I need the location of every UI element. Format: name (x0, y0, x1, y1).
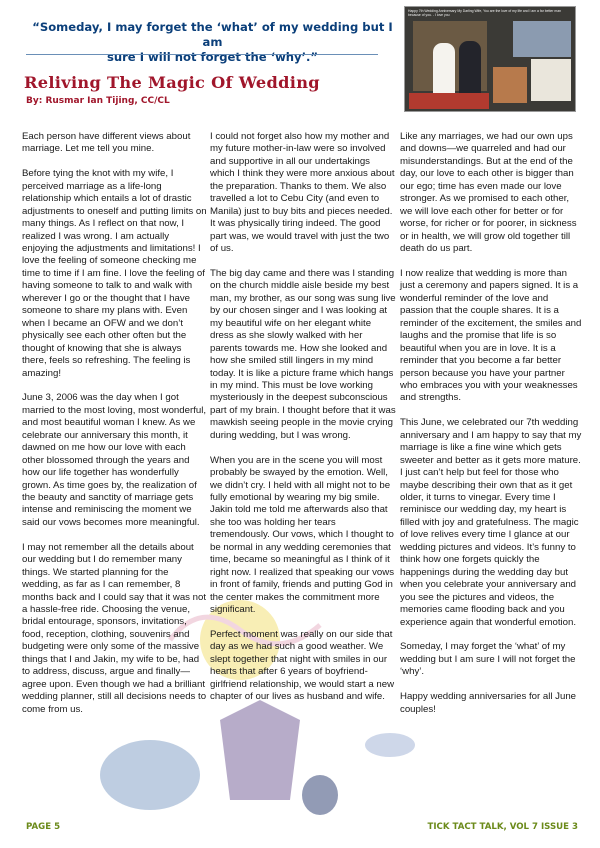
bride-photo (531, 59, 571, 101)
pull-quote (30, 20, 395, 65)
cartoon-figure-shape (100, 740, 200, 810)
text-column-2 (210, 131, 396, 716)
article-title: Reliving The Magic Of Wedding (24, 73, 320, 92)
article-byline: By: Rusmar Ian Tijing, CC/CL (26, 96, 170, 106)
photo-caption: Happy 7th Wedding Anniversary My Darling Wife, You are the love of my life and I am a far better man because of you. - I love you (408, 9, 561, 17)
bouquet-photo (409, 93, 489, 109)
paragraph: Before tying the knot with my wife, I perceived marriage as a life-long relationship which entails a lot of drastic adjustments to oneself and putting limits on many things. As I reflect on that now, I realized I was wrong. I am actually enjoying the adjustments and limitations! I love the feeling of someone checking me time to time if I am fine. I love the feeling of having someone to talk to and walk with wherever I go or the thought that I have someone to share my plans with. Even when I became an OFW and we don’t physically see each other often but the thought of knowing that she is always there, feels so refreshing. The feeling is amazing! (22, 168, 207, 379)
text-column-3 (400, 131, 582, 728)
groom-figure (459, 41, 481, 97)
pull-quote-line-1: “Someday, I may forget the ‘what’ of my wedding but I am (32, 20, 393, 49)
couple-photo (413, 21, 487, 91)
penguin-shape (302, 775, 338, 815)
wedding-photo-collage (404, 6, 576, 112)
paragraph: I may not remember all the details about our wedding but I do remember many things. We started planning for the wedding, as far as I can remember, 8 months back and I could say that it was not a hassle-free ride. Choosing the venue, bridal entourage, sponsors, invitations, food, reception, clothing, souvenirs and budgeting were only some of the massive things that I and Jakin, my wife to be, had to address, discuss, argue and finally—agree upon. Even though we had a brilliant wedding planner, still all decisions needs to come from us. (22, 541, 207, 715)
flowers-photo (493, 67, 527, 103)
church-photo (513, 21, 571, 57)
paragraph: The big day came and there was I standing on the church middle aisle beside my best man, my brother, as our song was sung live by our chosen singer and I was looking at my beautiful wife on her elegant white dress as she slowly walked with her parents towards me. How she looked and how she smiled still lingers in my mind today. It is like a picture frame which hangs in my mind. This must be love working mysteriously in the deepest subconscious part of my brain. I thought before that it was mawkish seeing people in the movie crying during wedding, but I was wrong. (210, 267, 396, 441)
paragraph: I could not forget also how my mother and my future mother-in-law were so involved and supportive in all our undertakings which I think they were more anxious about the preparation. Thanks to them. We also travelled a lot to Cebu City (and even to Manila) just to buy bits and pieces needed. It was physically tiring indeed. The good part was, we would travel with just the two of us. (210, 131, 395, 255)
paragraph: I now realize that wedding is more than just a ceremony and papers signed. It is a wonderful reminder of the love and passion that the couple shares. It is a reminder of the excitement, the smiles and laughs and the promise that life is so beautiful when you are in love. It is a reminder that you become a far better person because you have your partner who embraces you with your weaknesses and strengths. (400, 267, 582, 404)
publication-issue: TICK TACT TALK, VOL 7 ISSUE 3 (427, 822, 578, 832)
paragraph: This June, we celebrated our 7th wedding anniversary and I am happy to say that my marriage is like a fine wine which gets sweeter and better as it gets more mature. I just can’t help but feel for those who maybe describing their own that as it get older, it turns to vinegar. Every time I reminisce our wedding day, my heart is filled with joy and gratefulness. The magic of love relives every time I glance at our wedding pictures and videos. It’s funny to think how one forgets quickly the happenings during the wedding day but when you celebrate your anniversary and you see the pictures and videos, the memories came flooding back and you experience again that wonderful emotion. (400, 417, 582, 628)
bride-figure (433, 43, 455, 97)
paragraph: Happy wedding anniversaries for all June couples! (400, 691, 577, 715)
paragraph: When you are in the scene you will most probably be swayed by the emotion. Well, we didn’t cry. I held with all might not to be fully emotional by wearing my big smile. Jakin told me told me afterwards also that she too was holding her tears tremendously. Our vows, which I thought to be normal in any wedding ceremonies that time, became so meaningful as I think of it right now. I realized that speaking our vows in front of family, friends and putting God in the center makes the commitment more significant. (210, 454, 395, 616)
pull-quote-line-2: sure I will not forget the ‘why’.” (106, 50, 319, 64)
paragraph: Like any marriages, we had our own ups and downs—we quarreled and had our misunderstandings. But at the end of the day, our love to each other is bigger than our ego; time has even made our love stronger. As we promised to each other, we will love each other for better or for worse, for richer or for poorer, in sickness or in health, we will grow old together till death do us part. (400, 131, 577, 255)
bird-shape (365, 733, 415, 757)
paragraph: Someday, I may forget the ‘what’ of my wedding but I am sure I will not forget the ‘why’. (400, 641, 576, 678)
paragraph: Each person have different views about marriage. Let me tell you mine. (22, 131, 191, 155)
paragraph: June 3, 2006 was the day when I got married to the most loving, most wonderful, and most beautiful woman I knew. As we celebrate our anniversary this month, it dawned on me how our love with each other blossomed through the years and how our life together has wonderfully grown. As time goes by, the realization of the beauty and sanctity of marriage gets intense and reminiscing the moment we said our vows becomes more meaningful. (22, 392, 207, 528)
quote-divider (26, 54, 378, 55)
paragraph: Perfect moment was really on our side that day as we had such a good weather. We slept together that night with smiles in our hearts that after 6 years of boyfriend-girlfriend relationship, we would start a new chapter of our lives as husband and wife. (210, 628, 395, 703)
page-number: PAGE 5 (26, 822, 61, 832)
text-column-1 (22, 131, 207, 729)
